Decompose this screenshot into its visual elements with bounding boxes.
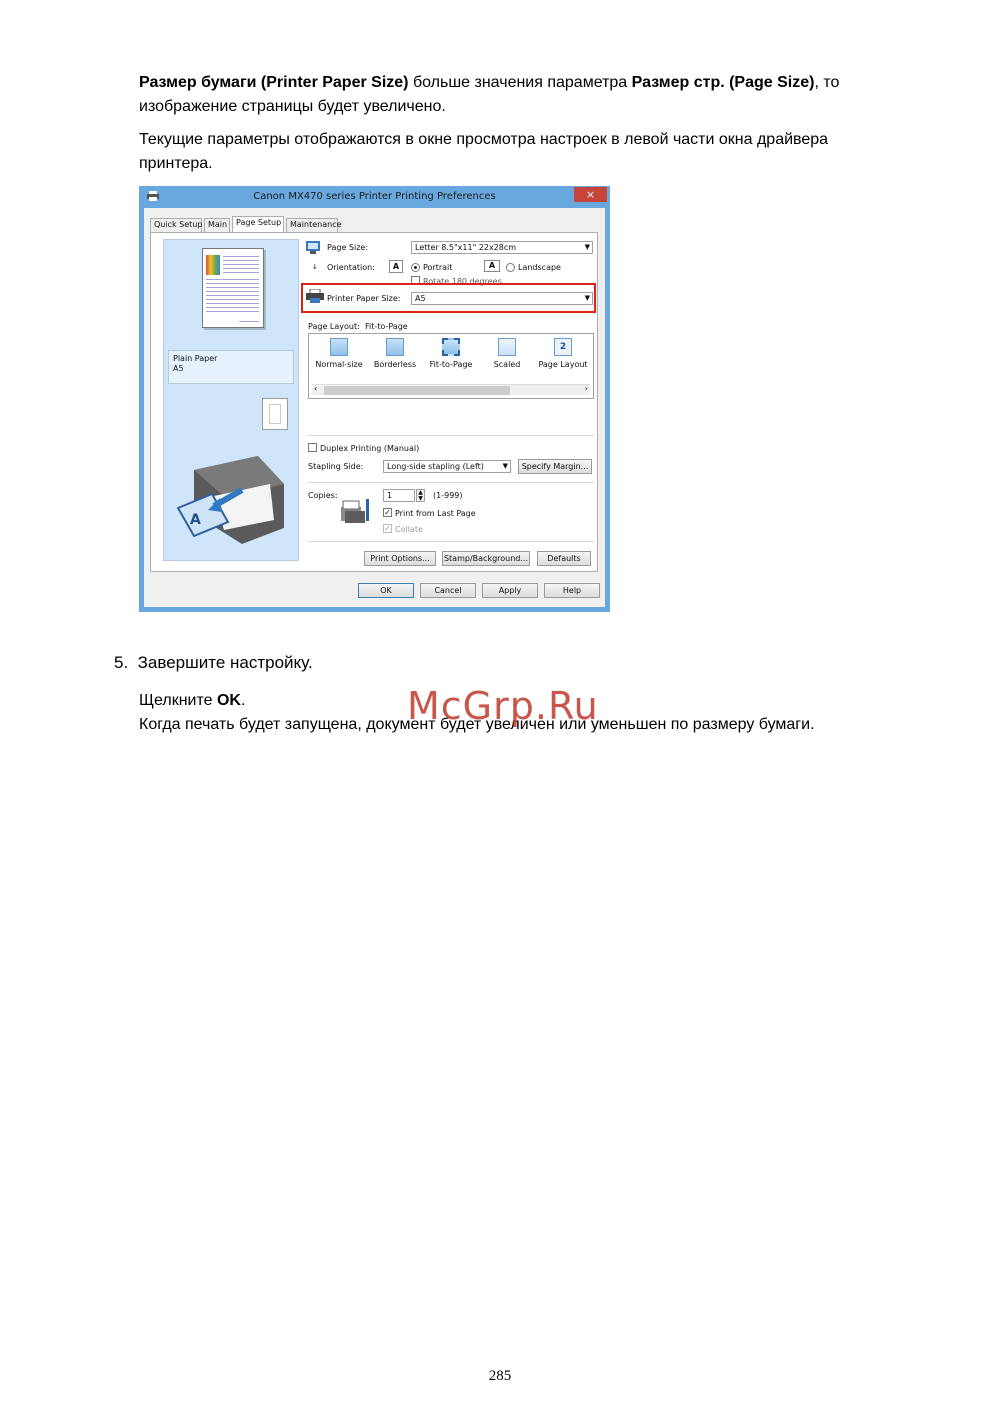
scroll-right-icon[interactable]: › <box>584 384 588 393</box>
printer-paper-size-label: Printer Paper Size: <box>327 294 401 303</box>
printer-illustration-icon <box>172 450 292 550</box>
tab-quick-setup[interactable]: Quick Setup <box>150 218 202 232</box>
step-number: 5. <box>114 653 129 672</box>
intro-text-1: больше значения параметра <box>408 74 632 91</box>
print-options-button[interactable]: Print Options... <box>364 551 436 566</box>
print-last-checkbox[interactable]: ✓ <box>384 508 391 517</box>
output-page-icon <box>262 398 288 430</box>
ok-button[interactable]: OK <box>358 583 414 598</box>
preview-paragraph <box>139 128 899 176</box>
landscape-icon: A <box>484 260 500 272</box>
stamp-background-button[interactable]: Stamp/Background... <box>442 551 530 566</box>
borderless-icon <box>386 338 404 356</box>
layout-label: Borderless <box>373 360 417 369</box>
landscape-label: Landscape <box>518 263 561 272</box>
preview-text-2: принтера. <box>139 155 213 172</box>
layout-normal-size[interactable] <box>311 338 367 369</box>
intro-text-2: , то <box>814 74 840 91</box>
print-last-label: Print from Last Page <box>395 509 476 518</box>
ok-term: OK <box>216 692 241 709</box>
rotate-label: Rotate 180 degrees <box>423 277 502 286</box>
page-size-term: Размер стр. (Page Size) <box>631 74 815 91</box>
step-title: Завершите настройку. <box>137 653 313 672</box>
copies-label: Copies: <box>308 491 338 500</box>
separator <box>308 541 594 542</box>
landscape-radio[interactable] <box>506 263 515 272</box>
portrait-icon: A <box>389 260 403 273</box>
normal-size-icon <box>330 338 348 356</box>
chevron-down-icon: ▼ <box>584 243 590 251</box>
printer-paper-size-value: A5 <box>415 294 426 303</box>
page-size-label: Page Size: <box>327 243 369 252</box>
svg-text:A: A <box>190 512 201 528</box>
layout-page-layout[interactable] <box>535 338 591 369</box>
layout-label: Scaled <box>493 360 521 369</box>
chevron-down-icon: ▼ <box>502 462 508 470</box>
orientation-icon: ↓ <box>312 263 318 271</box>
apply-button[interactable]: Apply <box>482 583 538 598</box>
layout-label: Page Layout <box>538 360 588 369</box>
copies-icon <box>339 495 375 525</box>
page-layout-list <box>308 333 594 399</box>
collate-label: Collate <box>395 525 423 534</box>
media-size: A5 <box>173 364 184 373</box>
scroll-thumb[interactable] <box>324 386 510 395</box>
printer-paper-size-icon <box>306 289 324 303</box>
copies-value: 1 <box>387 491 393 500</box>
click-prefix: Щелкните <box>139 692 217 709</box>
copies-stepper[interactable]: ▲ ▼ <box>416 489 425 502</box>
printer-paper-size-select[interactable] <box>411 292 593 305</box>
page-layout-value: Fit-to-Page <box>365 322 408 331</box>
copies-input[interactable] <box>383 489 415 502</box>
preview-text-1: Текущие параметры отображаются в окне просмотра настроек в левой части окна драйвера <box>139 131 829 148</box>
layout-scrollbar[interactable] <box>312 384 590 395</box>
separator <box>308 435 594 436</box>
chevron-down-icon: ▼ <box>584 294 590 302</box>
result-text: Когда печать будет запущена, документ будет увеличен или уменьшен по размеру бумаги. <box>139 716 815 733</box>
dialog-client-area <box>144 208 605 607</box>
portrait-radio[interactable] <box>411 263 420 272</box>
preview-image <box>206 255 220 275</box>
layout-scaled[interactable] <box>479 338 535 369</box>
page-setup-panel <box>150 232 598 572</box>
printing-preferences-dialog <box>139 186 610 612</box>
separator <box>308 482 594 483</box>
duplex-label: Duplex Printing (Manual) <box>320 444 420 453</box>
dialog-title: Canon MX470 series Printer Printing Preferences <box>253 191 496 202</box>
layout-label: Normal-size <box>315 360 363 369</box>
collate-checkbox[interactable]: ✓ <box>384 524 391 533</box>
watermark: McGrp.Ru <box>407 684 599 728</box>
fit-to-page-icon <box>442 338 460 356</box>
duplex-checkbox[interactable] <box>308 443 317 452</box>
stapling-value: Long-side stapling (Left) <box>387 462 484 471</box>
specify-margin-button[interactable]: Specify Margin... <box>518 459 592 474</box>
stapling-select[interactable] <box>383 460 511 473</box>
stapling-label: Stapling Side: <box>308 462 364 471</box>
page-size-select[interactable] <box>411 241 593 254</box>
click-suffix: . <box>240 692 246 709</box>
page-layout-label: Page Layout: <box>308 322 360 331</box>
tab-page-setup[interactable]: Page Setup <box>232 216 284 233</box>
page-size-icon <box>306 241 322 254</box>
step-5-heading <box>114 651 874 675</box>
page-preview <box>202 248 264 328</box>
intro-text-3: изображение страницы будет увеличено. <box>139 98 446 115</box>
media-info <box>168 350 294 384</box>
intro-paragraph <box>139 71 899 119</box>
tab-maintenance[interactable]: Maintenance <box>286 218 338 232</box>
page-number: 285 <box>488 1368 512 1384</box>
scaled-icon <box>498 338 516 356</box>
dialog-titlebar <box>139 186 610 208</box>
defaults-button[interactable]: Defaults <box>537 551 591 566</box>
page-layout-icon: 2 <box>554 338 572 356</box>
layout-borderless[interactable] <box>367 338 423 369</box>
cancel-button[interactable]: Cancel <box>420 583 476 598</box>
printer-paper-size-term: Размер бумаги (Printer Paper Size) <box>139 74 409 91</box>
scroll-left-icon[interactable]: ‹ <box>314 384 318 393</box>
layout-fit-to-page[interactable] <box>423 338 479 369</box>
help-button[interactable]: Help <box>544 583 600 598</box>
tab-main[interactable]: Main <box>204 218 230 232</box>
portrait-label: Portrait <box>423 263 453 272</box>
close-button[interactable]: × <box>574 187 607 202</box>
orientation-label: Orientation: <box>327 263 375 272</box>
page-size-value: Letter 8.5"x11" 22x28cm <box>415 243 517 252</box>
layout-label: Fit-to-Page <box>429 360 473 369</box>
copies-range: (1-999) <box>433 491 463 500</box>
settings-preview <box>163 239 299 561</box>
media-type: Plain Paper <box>173 354 218 363</box>
